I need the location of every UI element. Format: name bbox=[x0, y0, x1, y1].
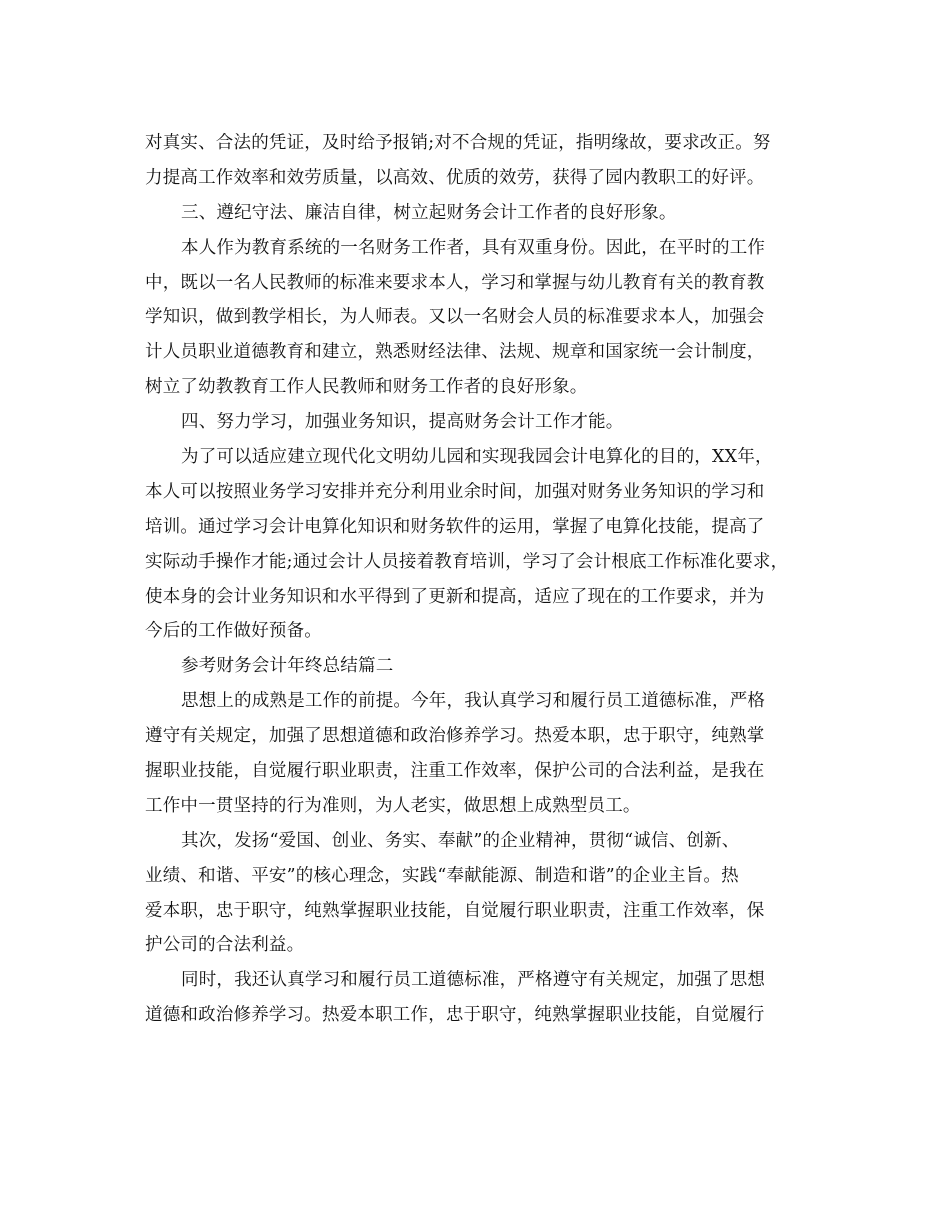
text-line-21: 其次，发扬“爱国、创业、务实、奉献”的企业精神，贯彻“诚信、创新、 bbox=[181, 830, 740, 851]
section-heading-4: 四、努力学习，加强业务知识，提高财务会计工作才能。 bbox=[181, 412, 624, 433]
text-line-4: 本人作为教育系统的一名财务工作者，具有双重身份。因此，在平时的工作 bbox=[181, 237, 766, 258]
text-line-23: 爱本职，忠于职守，纯熟掌握职业技能，自觉履行职业职责，注重工作效率，保 bbox=[145, 900, 765, 921]
text-line-15: 今后的工作做好预备。 bbox=[145, 621, 322, 642]
document-body bbox=[145, 126, 835, 1033]
text-line-2: 力提高工作效率和效劳质量，以高效、优质的效劳，获得了园内教职工的好评。 bbox=[145, 167, 765, 188]
text-line-24: 护公司的合法利益。 bbox=[145, 935, 305, 956]
text-line-14: 使本身的会计业务知识和水平得到了更新和提高，适应了现在的工作要求，并为 bbox=[145, 586, 765, 607]
text-line-1: 对真实、合法的凭证，及时给予报销;对不合规的凭证，指明缘故，要求改正。努 bbox=[145, 133, 771, 153]
text-line-10: 为了可以适应建立现代化文明幼儿园和实现我园会计电算化的目的，XX年， bbox=[181, 447, 773, 468]
text-line-6: 学知识，做到教学相长，为人师表。又以一名财会人员的标准要求本人，加强会 bbox=[145, 307, 765, 328]
text-line-11: 本人可以按照业务学习安排并充分利用业余时间，加强对财务业务知识的学习和 bbox=[145, 481, 765, 502]
section-heading-3: 三、遵纪守法、廉洁自律，树立起财务会计工作者的良好形象。 bbox=[181, 202, 677, 223]
article-title-part-two: 参考财务会计年终总结篇二 bbox=[181, 656, 394, 677]
text-line-25: 同时，我还认真学习和履行员工道德标准，严格遵守有关规定，加强了思想 bbox=[181, 970, 766, 991]
text-line-22: 业绩、和谐、平安”的核心理念，实践“奉献能源、制造和谐”的企业主旨。热 bbox=[145, 865, 739, 886]
text-line-26: 道德和政治修养学习。热爱本职工作，忠于职守，纯熟掌握职业技能，自觉履行 bbox=[145, 1005, 765, 1026]
text-line-13: 实际动手操作才能;通过会计人员接着教育培训，学习了会计根底工作标准化要求， bbox=[145, 551, 789, 572]
text-line-8: 树立了幼教教育工作人民教师和财务工作者的良好形象。 bbox=[145, 377, 588, 398]
text-line-20: 工作中一贯坚持的行为准则，为人老实，做思想上成熟型员工。 bbox=[145, 795, 641, 816]
text-line-7: 计人员职业道德教育和建立，熟悉财经法律、法规、规章和国家统一会计制度， bbox=[145, 342, 765, 363]
text-line-17: 思想上的成熟是工作的前提。今年，我认真学习和履行员工道德标准，严格 bbox=[181, 691, 766, 712]
text-line-12: 培训。通过学习会计电算化知识和财务软件的运用，掌握了电算化技能，提高了 bbox=[145, 516, 765, 537]
text-line-5: 中，既以一名人民教师的标准来要求本人，学习和掌握与幼儿教育有关的教育教 bbox=[145, 272, 765, 293]
text-line-19: 握职业技能，自觉履行职业职责，注重工作效率，保护公司的合法利益，是我在 bbox=[145, 761, 765, 782]
text-line-18: 遵守有关规定，加强了思想道德和政治修养学习。热爱本职，忠于职守，纯熟掌 bbox=[145, 726, 765, 747]
